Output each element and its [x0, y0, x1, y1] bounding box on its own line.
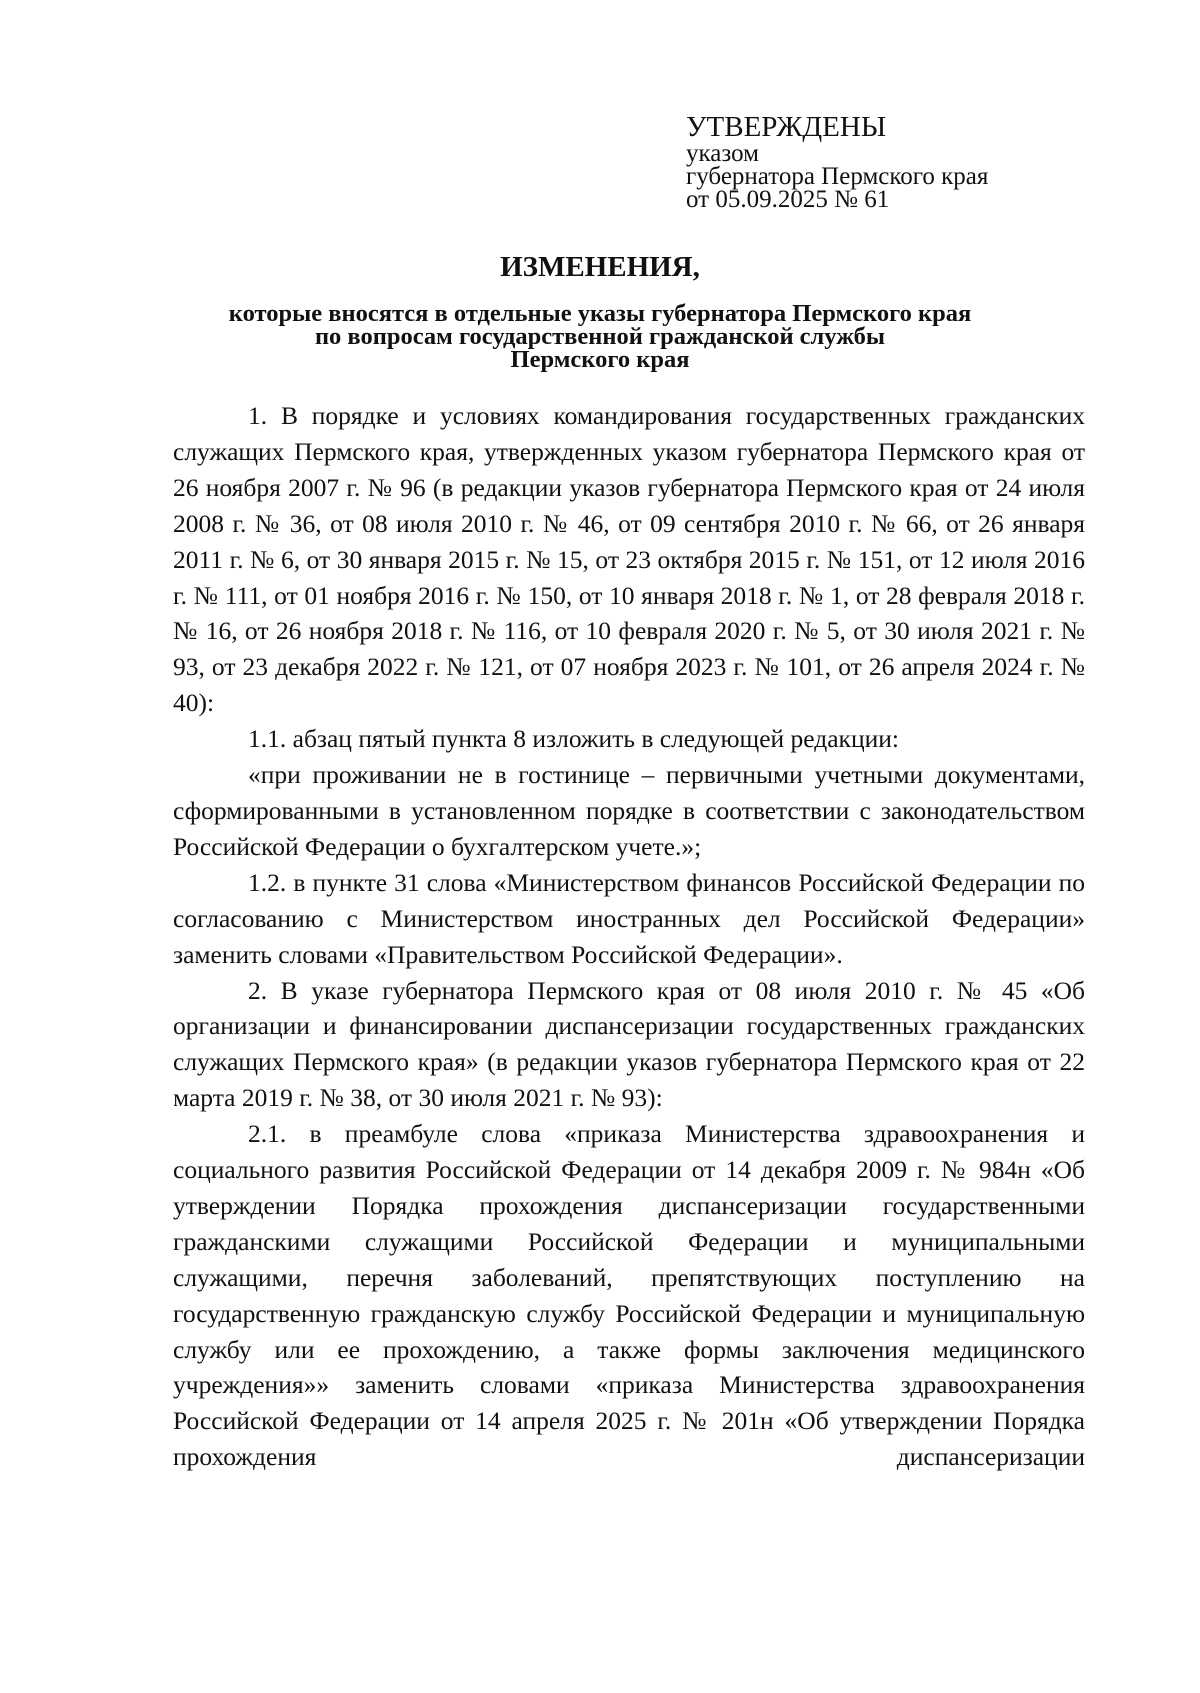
approval-heading: УТВЕРЖДЕНЫ — [686, 111, 887, 143]
paragraph-1: 1. В порядке и условиях командирования государственных гражданских служащих Пермского края, утвержденных указом губернатора Пермского края от 26 ноября 2007 г. № 96 (в редакции указов губернатора Пермского края от 24 июля 2008 г. № 36, от 08 июля 2010 г. № 46, от 09 сентября 2010 г. № 66, от 26 января 2011 г. № 6, от 30 января 2015 г. № 15, от 23 октября 2015 г. № 151, от 12 июля 2016 г. № 111, от 01 ноября 2016 г. № 150, от 10 января 2018 г. № 1, от 28 февраля 2018 г. № 16, от 26 ноября 2018 г. № 116, от 10 февраля 2020 г. № 5, от 30 июля 2021 г. № 93, от 23 декабря 2022 г. № 121, от 07 ноября 2023 г. № 101, от 26 апреля 2024 г. № 40): — [173, 401, 1085, 718]
document-title-block — [150, 250, 1050, 371]
paragraph-1-2: 1.2. в пункте 31 слова «Министерством финансов Российской Федерации по согласованию с Министерством иностранных дел Российской Федерации» заменить словами «Правительством Российской Федерации». — [173, 867, 1085, 969]
document-subtitle-line-3: Пермского края — [510, 346, 690, 373]
document-subtitle-line-2: по вопросам государственной гражданской службы — [314, 323, 886, 350]
paragraph-1-1-quote: «при проживании не в гостинице – первичными учетными документами, сформированными в установленном порядке в соответствии с законодательством Российской Федерации о бухгалтерском учете.»; — [173, 760, 1085, 861]
document-title: ИЗМЕНЕНИЯ, — [500, 251, 700, 283]
paragraph-2-1: 2.1. в преамбуле слова «приказа Министерства здравоохранения и социального развития Российской Федерации от 14 декабря 2009 г. № 984н «Об утверждении Порядка прохождения диспансеризации государственными гражданскими служащими Российской Федерации и муниципальными служащими, перечня заболеваний, препятствующих поступлению на государственную гражданскую службу Российской Федерации и муниципальную службу или ее прохождению, а также формы заключения медицинского учреждения»» заменить словами «приказа Министерства здравоохранения Российской Федерации от 14 апреля 2025 г. № 201н «Об утверждении Порядка прохождения диспансеризации — [173, 1119, 1085, 1472]
approval-line-3: от 05.09.2025 № 61 — [686, 186, 890, 213]
paragraph-2: 2. В указе губернатора Пермского края от 08 июля 2010 г. № 45 «Об организации и финансировании диспансеризации государственных гражданских служащих Пермского края» (в редакции указов губернатора Пермского края от 22 марта 2019 г. № 38, от 30 июля 2021 г. № 93): — [173, 975, 1085, 1113]
paragraph-1-1: 1.1. абзац пятый пункта 8 изложить в следующей редакции: — [248, 724, 899, 754]
document-subtitle-line-1: которые вносятся в отдельные указы губернатора Пермского края — [228, 300, 972, 327]
approval-line-1: указом — [686, 140, 759, 167]
document-body — [173, 398, 1085, 1475]
approval-stamp — [686, 112, 1126, 211]
approval-line-2: губернатора Пермского края — [686, 163, 989, 190]
